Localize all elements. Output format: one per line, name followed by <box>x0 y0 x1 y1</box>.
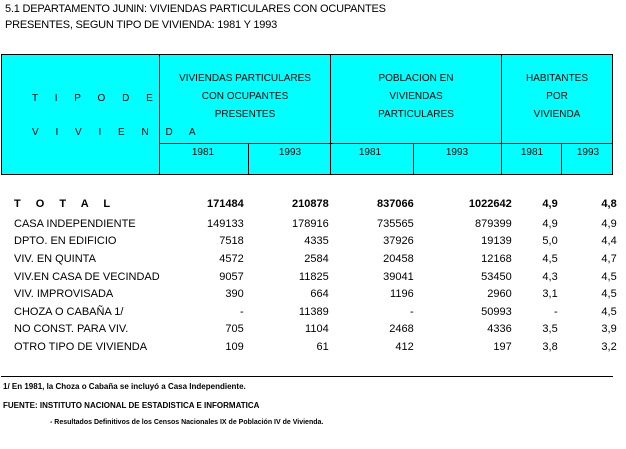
table-row <box>14 338 617 356</box>
cell: 4335 <box>304 235 329 248</box>
header-viviendas: VIVIENDAS PARTICULARES CON OCUPANTES PRESENTES <box>179 73 311 120</box>
row-label: NO CONST. PARA VIV. <box>14 323 129 336</box>
cell: - <box>554 305 558 318</box>
cell: - <box>410 305 414 318</box>
cell: 197 <box>493 340 512 353</box>
cell: 1022642 <box>468 198 512 210</box>
table-row <box>14 215 617 233</box>
cell: 4,9 <box>542 198 558 210</box>
cell: 149133 <box>206 217 244 230</box>
cell: 109 <box>225 340 244 353</box>
data-table <box>14 193 617 356</box>
table-row <box>14 268 617 286</box>
cell: 390 <box>225 288 244 301</box>
cell: 4,5 <box>601 288 617 301</box>
cell: 50993 <box>481 305 512 318</box>
header-year: 1981 <box>191 147 215 158</box>
cell: 735565 <box>376 217 414 230</box>
cell: 178916 <box>291 217 329 230</box>
cell: 5,0 <box>542 235 558 248</box>
row-label: OTRO TIPO DE VIVIENDA <box>14 340 148 353</box>
cell: 171484 <box>206 198 244 210</box>
table-title-line-1: 5.1 DEPARTAMENTO JUNIN: VIVIENDAS PARTICULARES CON OCUPANTES <box>5 3 386 15</box>
cell: 1104 <box>305 323 329 336</box>
header-tipo-line-1: T I P O D E <box>32 93 160 104</box>
row-label: VIV. IMPROVISADA <box>14 288 114 301</box>
cell: 4,5 <box>542 252 558 265</box>
footer-divider <box>1 376 613 377</box>
row-label: VIV.EN CASA DE VECINDAD <box>14 270 160 283</box>
cell: 39041 <box>383 270 414 283</box>
cell: 4,5 <box>601 270 617 283</box>
header-year: 1993 <box>576 147 600 158</box>
cell: - <box>240 305 244 318</box>
table-row <box>14 303 617 321</box>
table-row <box>14 233 617 251</box>
table-row <box>14 250 617 268</box>
cell: 9057 <box>219 270 244 283</box>
cell: 11825 <box>298 270 329 283</box>
table-title-line-2: PRESENTES, SEGUN TIPO DE VIVIENDA: 1981 Y 1993 <box>5 19 278 31</box>
row-label: VIV. EN QUINTA <box>14 252 96 265</box>
cell: 53450 <box>481 270 512 283</box>
cell: 4,8 <box>601 198 617 210</box>
header-year: 1981 <box>358 147 382 158</box>
row-label: CASA INDEPENDIENTE <box>14 217 136 230</box>
cell: 61 <box>316 340 329 353</box>
cell: 705 <box>225 323 244 336</box>
header-poblacion: POBLACION EN VIVIENDAS PARTICULARES <box>378 73 454 120</box>
cell: 837066 <box>376 198 414 210</box>
cell: 210878 <box>291 198 329 210</box>
row-label: CHOZA O CABAÑA 1/ <box>14 305 124 318</box>
cell: 20458 <box>383 252 414 265</box>
cell: 4,9 <box>601 217 617 230</box>
cell: 4,7 <box>601 252 617 265</box>
cell: 2960 <box>487 288 512 301</box>
cell: 19139 <box>481 235 512 248</box>
footnote: 1/ En 1981, la Choza o Cabaña se incluyó a Casa Independiente. <box>3 382 246 391</box>
source-note: FUENTE: INSTITUTO NACIONAL DE ESTADISTICA E INFORMATICA <box>3 401 260 410</box>
header-year: 1993 <box>445 147 469 158</box>
row-label: T O T A L <box>14 198 117 210</box>
row-label: DPTO. EN EDIFICIO <box>14 235 117 248</box>
cell: 4,3 <box>542 270 558 283</box>
cell: 3,2 <box>601 340 617 353</box>
cell: 11389 <box>298 305 329 318</box>
cell: 7518 <box>219 235 244 248</box>
cell: 4336 <box>487 323 512 336</box>
cell: 3,5 <box>542 323 558 336</box>
source-detail: - Resultados Definitivos de los Censos Nacionales IX de Población IV de Vivienda. <box>50 419 324 426</box>
cell: 1196 <box>390 288 414 301</box>
cell: 2468 <box>389 323 414 336</box>
cell: 664 <box>310 288 329 301</box>
cell: 879399 <box>474 217 512 230</box>
cell: 4572 <box>219 252 244 265</box>
table-row <box>14 285 617 303</box>
header-year: 1993 <box>278 147 302 158</box>
cell: 2584 <box>304 252 329 265</box>
cell: 37926 <box>383 235 414 248</box>
table-row <box>14 321 617 339</box>
table-row-total <box>14 193 617 215</box>
cell: 412 <box>395 340 414 353</box>
cell: 4,9 <box>542 217 558 230</box>
cell: 4,5 <box>601 305 617 318</box>
header-habitantes: HABITANTES POR VIVIENDA <box>525 73 589 120</box>
header-year: 1981 <box>520 147 544 158</box>
cell: 3,8 <box>542 340 558 353</box>
cell: 12168 <box>481 252 512 265</box>
cell: 3,1 <box>542 288 558 301</box>
cell: 4,4 <box>601 235 617 248</box>
cell: 3,9 <box>601 323 617 336</box>
table-header <box>1 54 613 175</box>
header-tipo-line-2: V I V I E N D A <box>32 127 203 138</box>
